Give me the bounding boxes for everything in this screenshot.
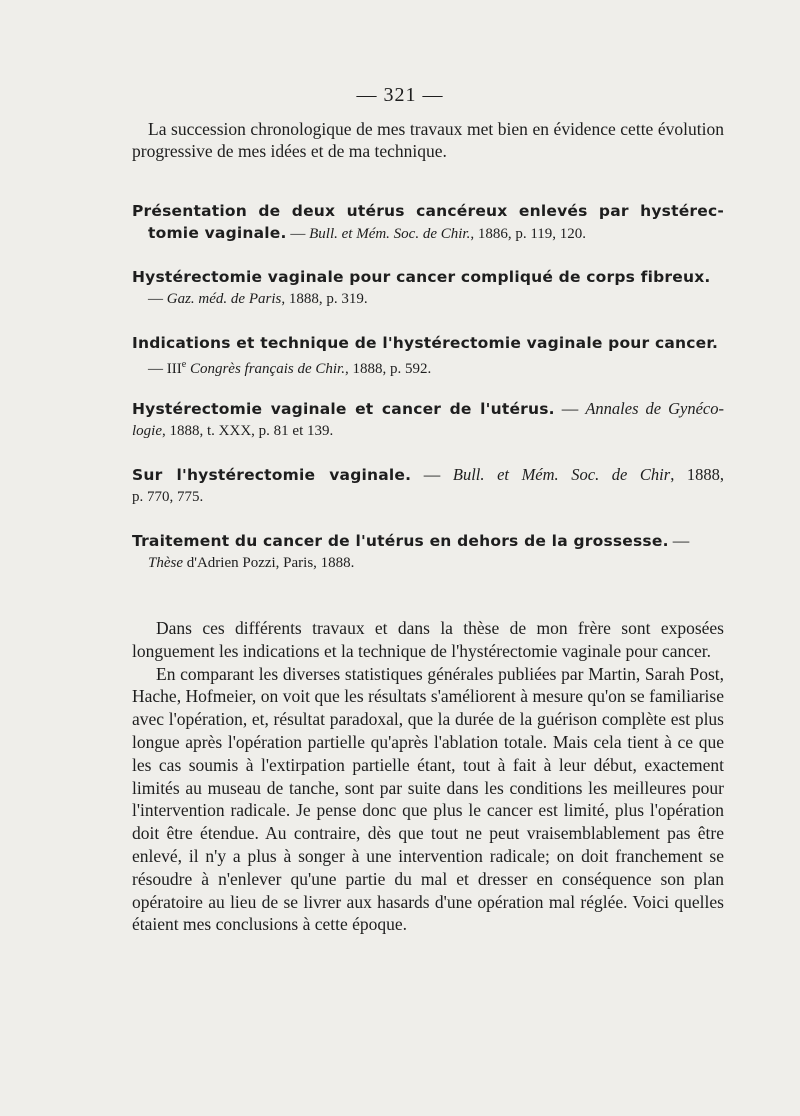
bibliography-entry <box>132 530 724 574</box>
entry-title: Sur l'hystérectomie vaginale. <box>132 466 412 484</box>
entry-dash: — <box>668 531 690 550</box>
body-paragraph: En comparant les diverses statistiques générales publiées par Martin, Sarah Post, Hache, Hofmeier, on voit que les résultats s'améliorent à mesure qu'on se familiarise avec l'opération, et, résultat paradoxal, que la durée de la guérison complète est plus longue après l'opération partielle qu'après l'ablation totale. Mais cela tient à ce que les cas soumis à l'extirpation partielle étant, tout à fait à leur début, exactement limités au museau de tanche, sont par suite dans les conditions les meilleures pour l'intervention radicale. Je pense donc que plus le cancer est limité, plus l'opération doit être étendue. Au contraire, dès que tout ne peut vraisemblablement pas être enlevé, il n'y a plus à songer à une intervention radicale; on doit franchement se résoudre à n'enlever qu'une partie du mal et dresser en conséquence son plan opératoire au lieu de se livrer aux hasards d'une opération mal réglée. Voici quelles étaient mes conclusions à cette époque. <box>132 663 724 935</box>
entry-citation: , 1888, p. 592. <box>344 361 432 377</box>
bibliography-entry <box>132 332 724 380</box>
entry-source: Bull. et Mém. Soc. de Chir <box>452 465 671 484</box>
entry-dash: — <box>148 291 167 307</box>
entry-source: Bull. et Mém. Soc. de Chir. <box>309 226 471 242</box>
entry-citation: , 1888, p. 319. <box>281 291 368 307</box>
entry-source: Thèse <box>148 555 183 571</box>
body-text <box>132 617 724 936</box>
bibliography-entry <box>132 266 724 310</box>
entry-title-continued: tomie vaginale. <box>148 224 287 242</box>
entry-title: Hystérectomie vaginale et cancer de l'utérus. <box>132 400 555 418</box>
entry-citation: , 1888, t. XXX, p. 81 et 139. <box>162 423 334 439</box>
entry-citation: , 1886, p. 119, 120. <box>470 226 587 242</box>
entry-dash: — <box>411 465 453 484</box>
entry-source: Congrès français de Chir. <box>186 361 345 377</box>
entry-roman-sup: e <box>181 359 187 370</box>
entry-source: Gaz. méd. de Paris <box>166 291 282 307</box>
entry-dash: — <box>148 361 167 377</box>
entry-citation: , 1888, <box>670 465 725 484</box>
entry-title: Présentation de deux utérus cancéreux enlevés par hystérec- <box>132 202 724 220</box>
entry-citation-continued: p. 770, 775. <box>132 489 204 505</box>
entry-dash: — <box>286 226 310 242</box>
entry-title: Traitement du cancer de l'utérus en dehors de la grossesse. <box>132 532 669 550</box>
bibliography-entry <box>132 200 724 245</box>
body-paragraph: Dans ces différents travaux et dans la thèse de mon frère sont exposées longuement les indications et la technique de l'hystérectomie vaginale pour cancer. <box>132 618 724 661</box>
entry-citation: d'Adrien Pozzi, Paris, 1888. <box>183 555 355 571</box>
entry-source-continued: logie <box>132 423 162 439</box>
entry-title: Indications et technique de l'hystérectomie vaginale pour cancer. <box>132 334 719 352</box>
bibliography-entry <box>132 398 724 442</box>
entry-dash: — <box>554 399 586 418</box>
bibliography-entry <box>132 464 724 508</box>
page-number: — 321 — <box>356 84 444 106</box>
entry-title: Hystérectomie vaginale pour cancer compliqué de corps fibreux. <box>132 268 711 286</box>
intro-paragraph: La succession chronologique de mes travaux met bien en évidence cette évolution progressive de mes idées et de ma technique. <box>132 119 724 161</box>
entry-source: Annales de Gynéco- <box>585 399 724 418</box>
entry-roman: III <box>166 361 182 377</box>
